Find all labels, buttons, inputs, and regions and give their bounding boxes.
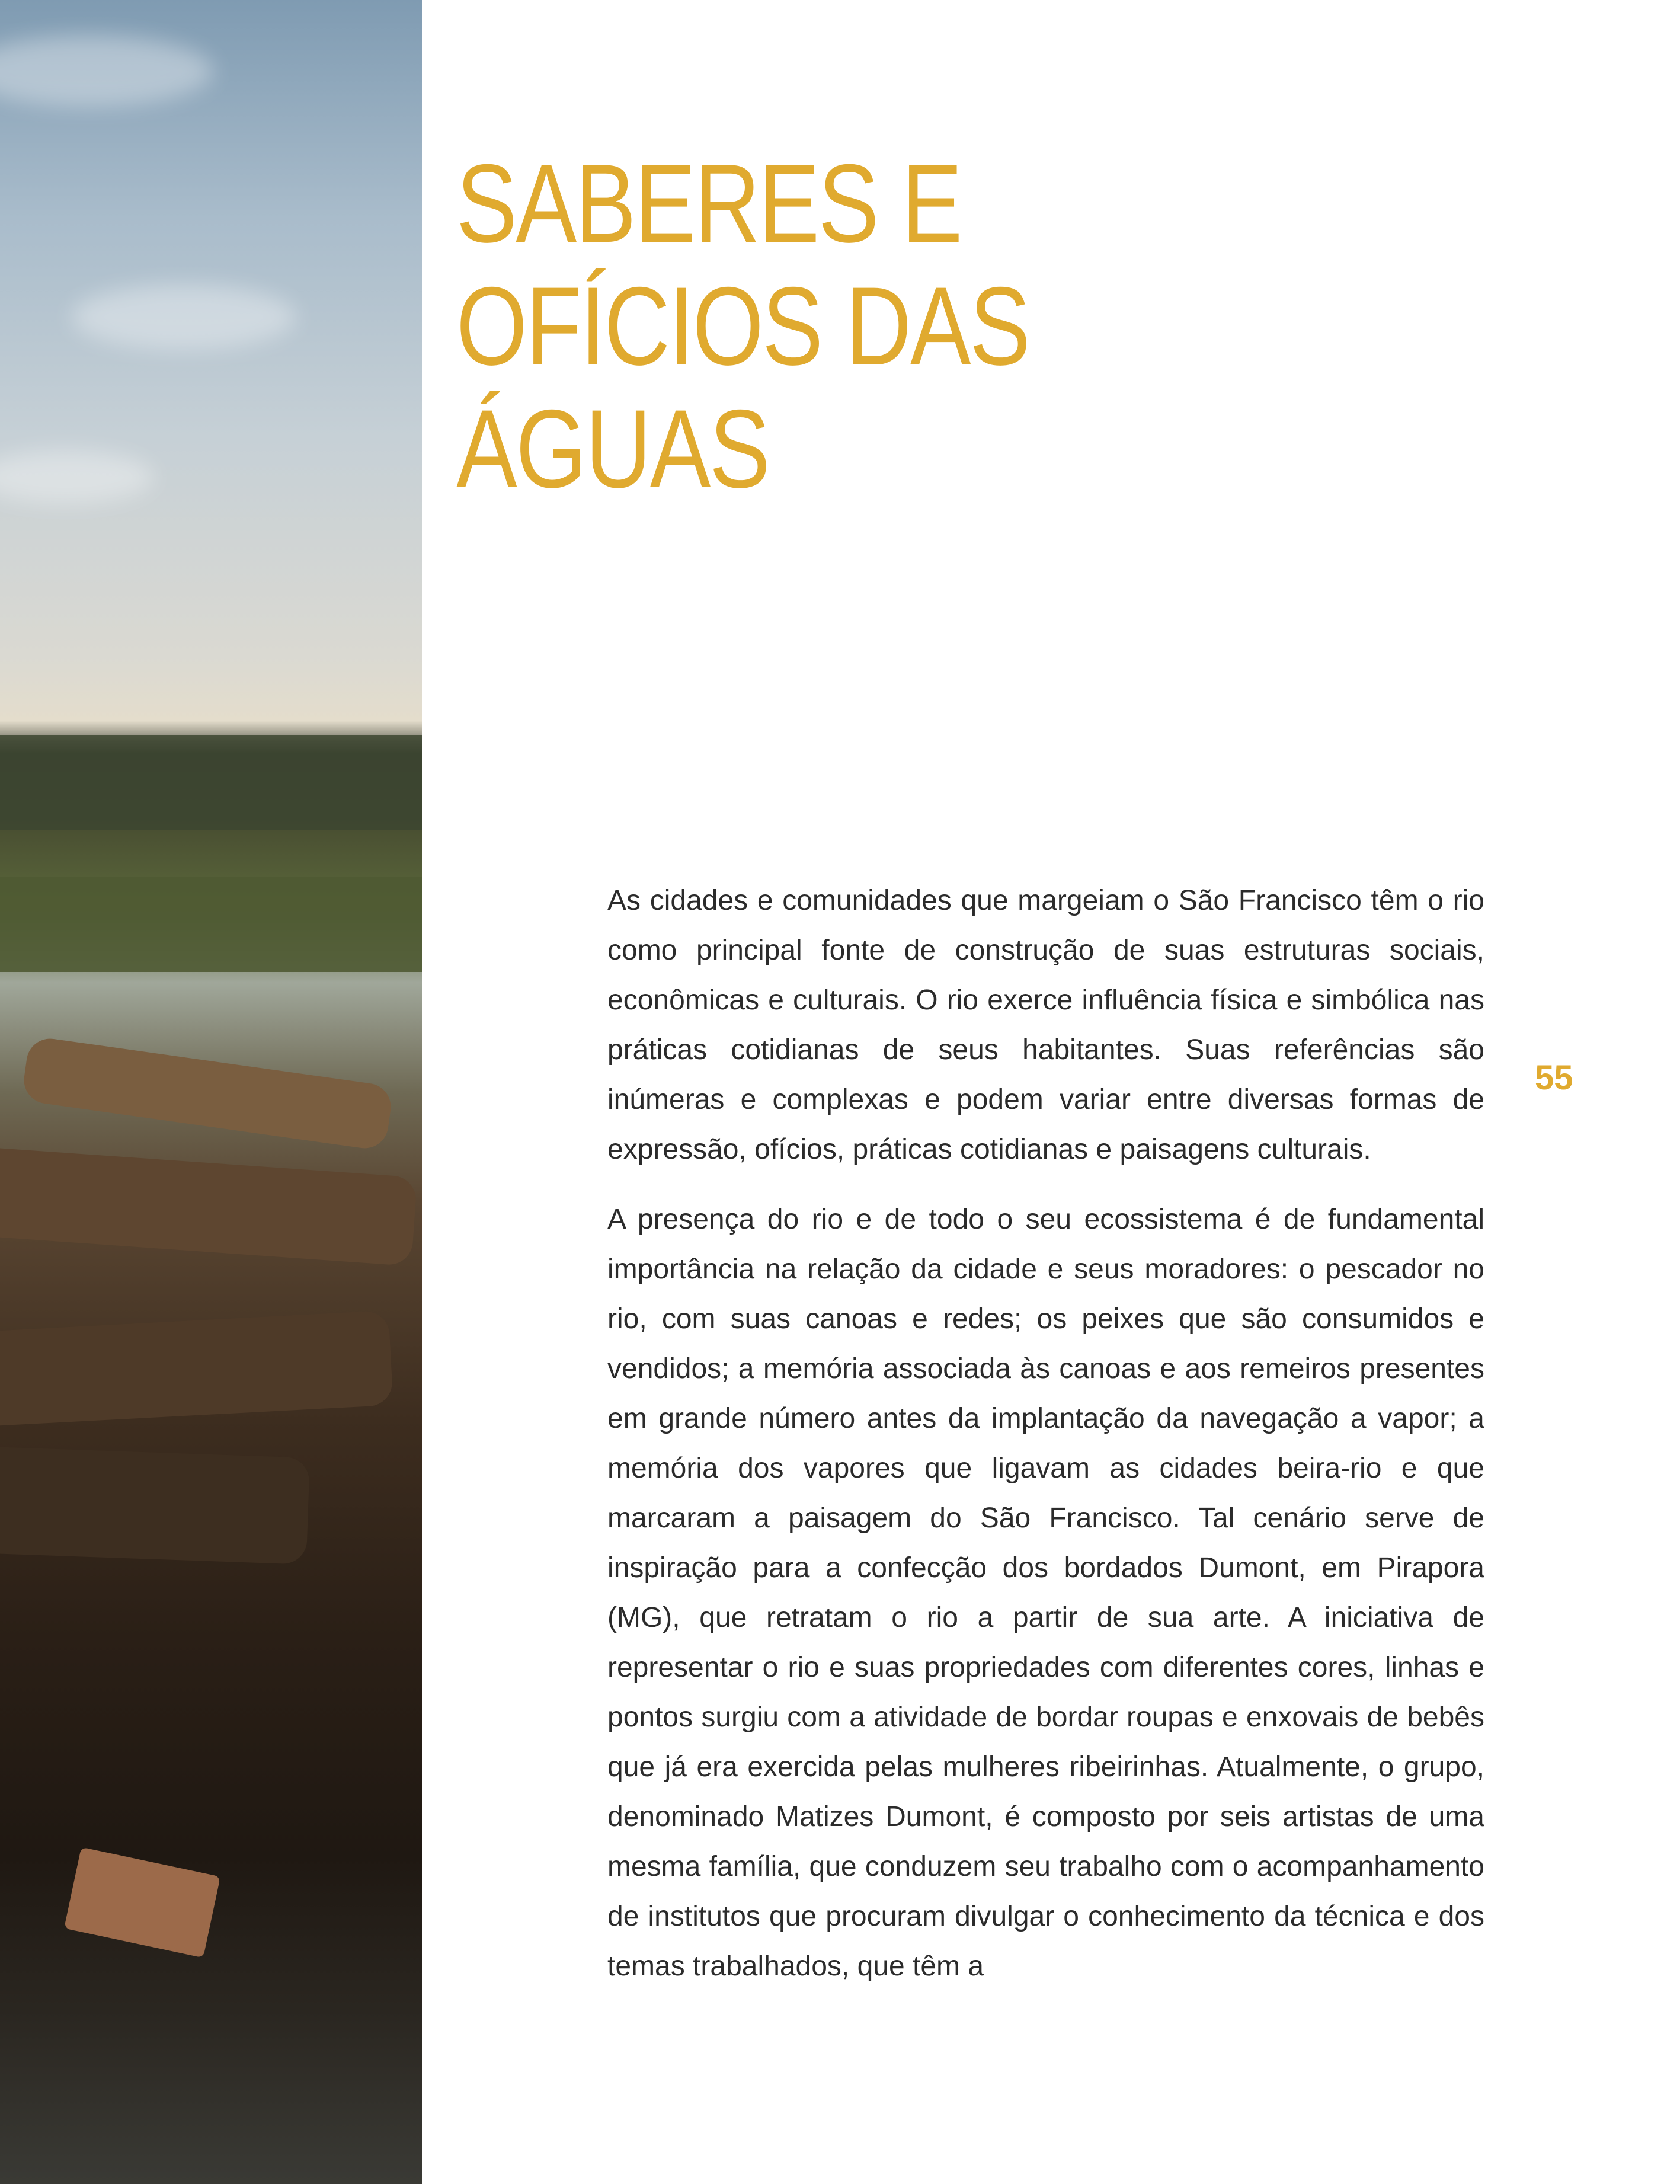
river-canoes-photo [0, 0, 422, 2184]
canoe [21, 1035, 393, 1151]
title-line: OFÍCIOS DAS [456, 263, 1029, 388]
canoe [0, 1146, 417, 1267]
paragraph: A presença do rio e de todo o seu ecossistema é de fundamental importância na relação da cidade e seus moradores: o pescador no rio, com suas canoas e redes; os peixes que são consumidos e vendidos; a memória associada às canoas e aos remeiros presentes em grande número antes da implantação da navegação a vapor; a memória dos vapores que ligavam as cidades beira-rio e que marcaram a paisagem do São Francisco. Tal cenário serve de inspiração para a confecção dos bordados Dumont, em Pirapora (MG), que retratam o rio a partir de sua arte. A iniciativa de representar o rio e suas propriedades com diferentes cores, linhas e pontos surgiu com a atividade de bordar roupas e enxovais de bebês que já era exercida pelas mulheres ribeirinhas. Atualmente, o grupo, denominado Matizes Dumont, é composto por seis artistas de uma mesma família, que conduzem seu trabalho com o acompanhamento de institutos que procuram divulgar o conhecimento da técnica e dos temas trabalhados, que têm a [607, 1204, 1484, 1982]
page-title [456, 142, 1088, 510]
cloud [71, 284, 296, 350]
page-number: 55 [1535, 1059, 1573, 1097]
cloud [0, 36, 213, 107]
title-line: SABERES E [456, 141, 961, 266]
canoe [0, 1310, 393, 1428]
paragraph: As cidades e comunidades que margeiam o São Francisco têm o rio como principal fonte de construção de suas estruturas sociais, econômicas e culturais. O rio exerce influência física e simbólica nas práticas cotidianas de seus habitantes. Suas referências são inúmeras e complexas e podem variar entre diversas formas de expressão, ofícios, práticas cotidianas e paisagens culturais. [607, 885, 1484, 1165]
grass-bank [0, 877, 422, 972]
title-line: ÁGUAS [456, 386, 769, 511]
body-text [607, 876, 1484, 2012]
cloud [0, 450, 154, 504]
canoe [0, 1446, 310, 1564]
wooden-plank [64, 1847, 220, 1958]
treeline [0, 735, 422, 830]
